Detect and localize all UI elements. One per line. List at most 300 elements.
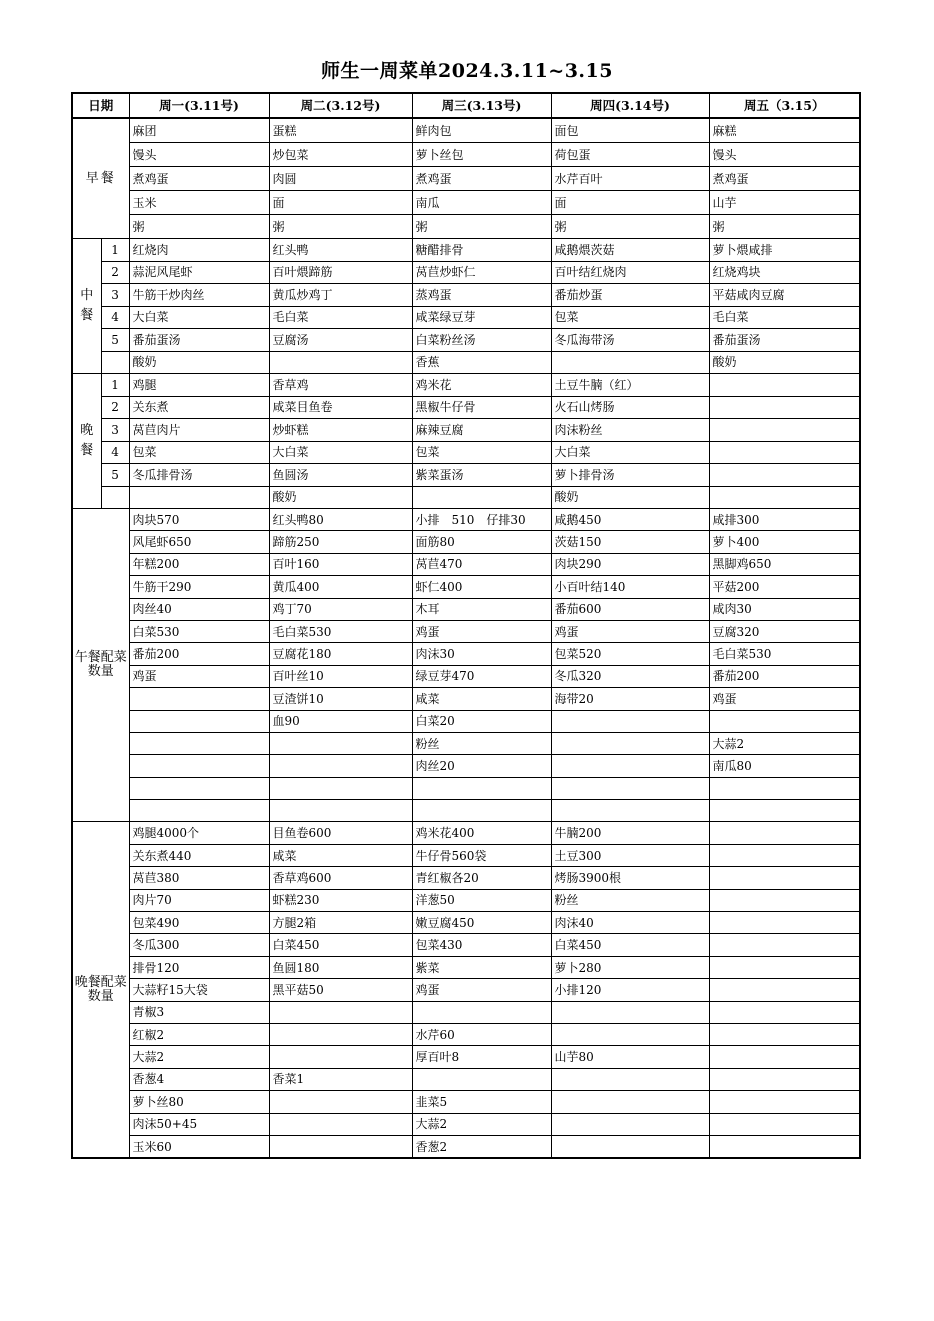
section-label	[72, 822, 129, 1158]
menu-cell: 肉沫40	[551, 912, 709, 934]
row-number: 1	[101, 374, 129, 397]
menu-cell: 茨菇150	[551, 531, 709, 553]
menu-cell: 肉沫50+45	[129, 1113, 269, 1135]
menu-cell: 莴苣380	[129, 867, 269, 889]
menu-cell: 香菜1	[269, 1068, 412, 1090]
menu-cell: 牛腩200	[551, 822, 709, 844]
menu-cell: 白菜20	[412, 710, 551, 732]
menu-cell: 白菜450	[551, 934, 709, 956]
menu-cell: 面	[551, 191, 709, 215]
table-row	[72, 306, 860, 329]
table-row	[72, 419, 860, 442]
menu-cell: 水芹60	[412, 1023, 551, 1045]
menu-cell: 冬瓜排骨汤	[129, 464, 269, 487]
menu-cell: 咸菜目鱼卷	[269, 396, 412, 419]
menu-cell: 荷包蛋	[551, 143, 709, 167]
menu-cell	[551, 1135, 709, 1158]
menu-cell: 番茄蛋汤	[709, 329, 860, 352]
menu-cell: 鸡蛋	[412, 979, 551, 1001]
menu-cell: 肉沫粉丝	[551, 419, 709, 442]
menu-cell: 黑椒牛仔骨	[412, 396, 551, 419]
menu-cell	[709, 867, 860, 889]
menu-cell: 酸奶	[551, 486, 709, 509]
menu-cell: 土豆300	[551, 844, 709, 866]
table-row	[72, 191, 860, 215]
menu-cell: 小排120	[551, 979, 709, 1001]
menu-cell: 咸鹅煨茨菇	[551, 239, 709, 262]
menu-cell: 毛白菜530	[709, 643, 860, 665]
lunch-quantity-section	[72, 509, 860, 822]
table-row	[72, 261, 860, 284]
menu-cell	[129, 800, 269, 822]
menu-cell	[269, 1001, 412, 1023]
menu-cell	[269, 1135, 412, 1158]
menu-cell	[709, 1068, 860, 1090]
menu-cell	[709, 441, 860, 464]
table-row	[72, 822, 860, 844]
menu-cell	[551, 732, 709, 754]
menu-cell: 小排 510 仔排30	[412, 509, 551, 531]
menu-cell	[709, 1001, 860, 1023]
table-row	[72, 1135, 860, 1158]
menu-cell: 香蕉	[412, 351, 551, 374]
row-number: 4	[101, 441, 129, 464]
row-number	[101, 486, 129, 509]
menu-cell: 大蒜籽15大袋	[129, 979, 269, 1001]
menu-cell: 肉圆	[269, 167, 412, 191]
section-label-text: 中餐	[80, 288, 94, 323]
menu-cell	[709, 777, 860, 799]
menu-cell	[269, 777, 412, 799]
menu-cell: 粉丝	[412, 732, 551, 754]
menu-cell: 肉丝40	[129, 598, 269, 620]
menu-cell: 粥	[412, 215, 551, 239]
table-row	[72, 688, 860, 710]
row-number: 5	[101, 464, 129, 487]
menu-cell	[129, 732, 269, 754]
section-label-text: 晚餐	[80, 423, 94, 458]
menu-cell	[269, 800, 412, 822]
menu-cell: 萝卜丝包	[412, 143, 551, 167]
menu-cell: 冬瓜海带汤	[551, 329, 709, 352]
menu-cell	[551, 710, 709, 732]
menu-cell: 香草鸡600	[269, 867, 412, 889]
table-row	[72, 912, 860, 934]
table-row	[72, 979, 860, 1001]
menu-cell: 包菜	[412, 441, 551, 464]
menu-cell: 包菜520	[551, 643, 709, 665]
menu-cell: 关东煮	[129, 396, 269, 419]
table-row	[72, 329, 860, 352]
menu-cell: 豆腐汤	[269, 329, 412, 352]
menu-cell: 黄瓜400	[269, 576, 412, 598]
day-header: 周一(3.11号)	[129, 93, 269, 118]
menu-cell: 萝卜排骨汤	[551, 464, 709, 487]
menu-cell: 南瓜80	[709, 755, 860, 777]
menu-cell: 香葱4	[129, 1068, 269, 1090]
lunch-section	[72, 239, 860, 374]
menu-cell: 肉丝20	[412, 755, 551, 777]
menu-cell: 冬瓜320	[551, 665, 709, 687]
table-row	[72, 464, 860, 487]
menu-cell	[551, 1113, 709, 1135]
menu-cell: 蒸鸡蛋	[412, 284, 551, 307]
menu-cell: 牛筋干炒肉丝	[129, 284, 269, 307]
menu-cell: 青椒3	[129, 1001, 269, 1023]
menu-cell	[269, 351, 412, 374]
menu-cell: 番茄200	[709, 665, 860, 687]
menu-cell: 虾仁400	[412, 576, 551, 598]
menu-cell	[129, 777, 269, 799]
menu-cell: 咸菜	[269, 844, 412, 866]
menu-cell	[129, 688, 269, 710]
row-number: 5	[101, 329, 129, 352]
menu-cell: 包菜	[551, 306, 709, 329]
menu-cell	[709, 934, 860, 956]
menu-cell: 豆腐320	[709, 620, 860, 642]
menu-cell: 莴苣470	[412, 553, 551, 575]
menu-cell	[129, 755, 269, 777]
menu-cell	[709, 396, 860, 419]
table-row	[72, 956, 860, 978]
menu-cell: 酸奶	[269, 486, 412, 509]
menu-cell: 麻糕	[709, 118, 860, 143]
menu-cell	[269, 732, 412, 754]
menu-cell: 炒虾糕	[269, 419, 412, 442]
menu-cell: 韭菜5	[412, 1091, 551, 1113]
table-row	[72, 215, 860, 239]
menu-cell	[551, 755, 709, 777]
menu-cell	[551, 800, 709, 822]
menu-cell: 咸肉30	[709, 598, 860, 620]
menu-cell: 萝卜280	[551, 956, 709, 978]
table-row	[72, 934, 860, 956]
menu-cell: 玉米	[129, 191, 269, 215]
menu-cell: 红头鸭	[269, 239, 412, 262]
menu-cell	[709, 464, 860, 487]
day-header: 周三(3.13号)	[412, 93, 551, 118]
menu-cell: 海带20	[551, 688, 709, 710]
menu-cell: 豆腐花180	[269, 643, 412, 665]
menu-cell	[269, 755, 412, 777]
menu-cell: 大蒜2	[129, 1046, 269, 1068]
menu-cell: 蹄筋250	[269, 531, 412, 553]
menu-cell: 血90	[269, 710, 412, 732]
menu-cell: 大蒜2	[709, 732, 860, 754]
menu-cell: 平菇200	[709, 576, 860, 598]
table-row	[72, 710, 860, 732]
menu-cell: 鸡蛋	[129, 665, 269, 687]
menu-cell	[551, 1023, 709, 1045]
menu-cell	[551, 777, 709, 799]
menu-cell: 毛白菜	[269, 306, 412, 329]
table-row	[72, 665, 860, 687]
menu-cell: 百叶160	[269, 553, 412, 575]
menu-cell: 鱼圆汤	[269, 464, 412, 487]
menu-cell: 鸡蛋	[551, 620, 709, 642]
menu-cell: 水芹百叶	[551, 167, 709, 191]
menu-cell	[709, 1135, 860, 1158]
menu-cell: 馒头	[129, 143, 269, 167]
menu-cell	[709, 822, 860, 844]
menu-cell: 酸奶	[709, 351, 860, 374]
menu-cell: 平菇咸肉豆腐	[709, 284, 860, 307]
menu-cell: 麻团	[129, 118, 269, 143]
breakfast-section	[72, 118, 860, 239]
menu-cell	[709, 844, 860, 866]
menu-cell: 鸡米花400	[412, 822, 551, 844]
section-label-text: 早餐	[85, 170, 116, 186]
menu-cell	[709, 979, 860, 1001]
menu-cell: 红烧肉	[129, 239, 269, 262]
table-row	[72, 844, 860, 866]
section-label	[72, 239, 101, 374]
menu-cell	[412, 1068, 551, 1090]
menu-cell: 馒头	[709, 143, 860, 167]
table-row	[72, 777, 860, 799]
table-row	[72, 531, 860, 553]
menu-cell: 酸奶	[129, 351, 269, 374]
menu-cell: 紫菜蛋汤	[412, 464, 551, 487]
table-row	[72, 396, 860, 419]
menu-cell: 虾糕230	[269, 889, 412, 911]
row-number: 3	[101, 419, 129, 442]
weekly-menu-table	[71, 92, 861, 1159]
menu-cell: 咸菜	[412, 688, 551, 710]
table-row	[72, 509, 860, 531]
menu-cell	[412, 800, 551, 822]
menu-cell	[709, 1023, 860, 1045]
menu-cell: 大白菜	[551, 441, 709, 464]
table-row	[72, 867, 860, 889]
table-row	[72, 143, 860, 167]
menu-cell	[551, 1091, 709, 1113]
menu-cell: 火石山烤肠	[551, 396, 709, 419]
menu-cell: 鸡米花	[412, 374, 551, 397]
menu-cell: 香葱2	[412, 1135, 551, 1158]
menu-cell: 百叶结红烧肉	[551, 261, 709, 284]
menu-cell: 紫菜	[412, 956, 551, 978]
menu-cell: 麻辣豆腐	[412, 419, 551, 442]
menu-cell	[709, 1046, 860, 1068]
menu-cell: 南瓜	[412, 191, 551, 215]
menu-cell: 百叶煨蹄筋	[269, 261, 412, 284]
table-row	[72, 800, 860, 822]
row-number	[101, 351, 129, 374]
menu-cell: 肉片70	[129, 889, 269, 911]
menu-cell: 黑脚鸡650	[709, 553, 860, 575]
menu-cell: 鸡腿4000个	[129, 822, 269, 844]
menu-cell	[709, 800, 860, 822]
menu-cell: 粥	[129, 215, 269, 239]
dinner-quantity-section	[72, 822, 860, 1158]
menu-cell: 糖醋排骨	[412, 239, 551, 262]
page-title: 师生一周菜单2024.3.11~3.15	[321, 60, 613, 82]
menu-cell	[269, 1091, 412, 1113]
menu-cell: 面筋80	[412, 531, 551, 553]
menu-cell: 风尾虾650	[129, 531, 269, 553]
menu-cell: 番茄600	[551, 598, 709, 620]
menu-cell	[709, 889, 860, 911]
menu-cell: 白菜530	[129, 620, 269, 642]
menu-cell: 大白菜	[129, 306, 269, 329]
row-number: 1	[101, 239, 129, 262]
section-label-text: 晚餐配菜数量	[74, 974, 127, 1004]
table-row	[72, 118, 860, 143]
table-row	[72, 351, 860, 374]
menu-cell	[551, 351, 709, 374]
table-row	[72, 1068, 860, 1090]
row-number: 3	[101, 284, 129, 307]
menu-cell: 大白菜	[269, 441, 412, 464]
menu-cell	[129, 710, 269, 732]
menu-cell	[412, 777, 551, 799]
menu-cell: 番茄炒蛋	[551, 284, 709, 307]
menu-cell: 粥	[551, 215, 709, 239]
menu-cell: 红椒2	[129, 1023, 269, 1045]
menu-cell: 萝卜煨咸排	[709, 239, 860, 262]
menu-cell: 年糕200	[129, 553, 269, 575]
menu-cell	[709, 710, 860, 732]
menu-cell: 莴苣炒虾仁	[412, 261, 551, 284]
menu-cell: 鸡蛋	[709, 688, 860, 710]
table-row	[72, 643, 860, 665]
menu-cell: 牛仔骨560袋	[412, 844, 551, 866]
section-label	[72, 374, 101, 509]
menu-cell: 厚百叶8	[412, 1046, 551, 1068]
menu-cell: 粥	[709, 215, 860, 239]
menu-cell: 白菜粉丝汤	[412, 329, 551, 352]
menu-cell: 大蒜2	[412, 1113, 551, 1135]
menu-cell: 包菜430	[412, 934, 551, 956]
menu-cell: 粉丝	[551, 889, 709, 911]
menu-cell: 关东煮440	[129, 844, 269, 866]
menu-cell: 肉块290	[551, 553, 709, 575]
menu-cell: 白菜450	[269, 934, 412, 956]
menu-cell: 排骨120	[129, 956, 269, 978]
menu-cell: 番茄200	[129, 643, 269, 665]
menu-cell: 煮鸡蛋	[709, 167, 860, 191]
menu-cell: 萝卜丝80	[129, 1091, 269, 1113]
table-row	[72, 1091, 860, 1113]
menu-cell	[269, 1046, 412, 1068]
menu-cell: 黑平菇50	[269, 979, 412, 1001]
table-row	[72, 732, 860, 754]
menu-cell	[709, 1091, 860, 1113]
table-row	[72, 1001, 860, 1023]
table-row	[72, 374, 860, 397]
menu-cell	[269, 1113, 412, 1135]
day-header: 周二(3.12号)	[269, 93, 412, 118]
menu-cell: 绿豆芽470	[412, 665, 551, 687]
table-row	[72, 239, 860, 262]
menu-cell: 萝卜400	[709, 531, 860, 553]
menu-cell: 红头鸭80	[269, 509, 412, 531]
menu-cell: 土豆牛腩（红）	[551, 374, 709, 397]
menu-cell: 面	[269, 191, 412, 215]
table-row	[72, 284, 860, 307]
menu-cell: 冬瓜300	[129, 934, 269, 956]
menu-cell: 肉沫30	[412, 643, 551, 665]
row-number: 4	[101, 306, 129, 329]
menu-cell: 番茄蛋汤	[129, 329, 269, 352]
menu-cell	[709, 419, 860, 442]
menu-cell: 蒜泥风尾虾	[129, 261, 269, 284]
menu-cell: 牛筋干290	[129, 576, 269, 598]
menu-cell: 山芋	[709, 191, 860, 215]
menu-cell	[551, 1068, 709, 1090]
menu-cell	[709, 1113, 860, 1135]
menu-cell: 包菜490	[129, 912, 269, 934]
menu-cell: 包菜	[129, 441, 269, 464]
menu-cell: 鱼圆180	[269, 956, 412, 978]
menu-cell: 鸡丁70	[269, 598, 412, 620]
table-row	[72, 755, 860, 777]
table-row	[72, 1046, 860, 1068]
table-row	[72, 441, 860, 464]
menu-cell: 香草鸡	[269, 374, 412, 397]
header-row	[72, 93, 860, 118]
row-number: 2	[101, 261, 129, 284]
menu-cell: 鸡腿	[129, 374, 269, 397]
menu-cell	[709, 374, 860, 397]
menu-cell: 咸排300	[709, 509, 860, 531]
menu-cell	[412, 1001, 551, 1023]
table-row	[72, 1113, 860, 1135]
day-header: 周五（3.15）	[709, 93, 860, 118]
section-label	[72, 509, 129, 822]
menu-cell	[412, 486, 551, 509]
menu-cell: 山芋80	[551, 1046, 709, 1068]
menu-cell	[129, 486, 269, 509]
row-number: 2	[101, 396, 129, 419]
menu-cell: 毛白菜	[709, 306, 860, 329]
menu-cell	[551, 1001, 709, 1023]
table-row	[72, 889, 860, 911]
date-header: 日期	[72, 93, 129, 118]
menu-cell: 咸鹅450	[551, 509, 709, 531]
table-row	[72, 1023, 860, 1045]
menu-cell	[709, 956, 860, 978]
table-row	[72, 598, 860, 620]
menu-cell: 青红椒各20	[412, 867, 551, 889]
menu-cell: 目鱼卷600	[269, 822, 412, 844]
menu-cell: 莴苣肉片	[129, 419, 269, 442]
menu-cell	[269, 1023, 412, 1045]
menu-cell: 洋葱50	[412, 889, 551, 911]
menu-cell: 豆渣饼10	[269, 688, 412, 710]
table-row	[72, 553, 860, 575]
section-label	[72, 118, 129, 239]
menu-cell	[709, 486, 860, 509]
menu-cell: 面包	[551, 118, 709, 143]
menu-cell	[709, 912, 860, 934]
menu-cell: 玉米60	[129, 1135, 269, 1158]
section-label-text: 午餐配菜数量	[74, 650, 127, 680]
menu-cell: 烤肠3900根	[551, 867, 709, 889]
menu-cell: 鲜肉包	[412, 118, 551, 143]
menu-cell: 黄瓜炒鸡丁	[269, 284, 412, 307]
menu-cell: 炒包菜	[269, 143, 412, 167]
day-header: 周四(3.14号)	[551, 93, 709, 118]
menu-cell: 嫩豆腐450	[412, 912, 551, 934]
table-row	[72, 620, 860, 642]
menu-cell: 红烧鸡块	[709, 261, 860, 284]
menu-cell: 百叶丝10	[269, 665, 412, 687]
menu-cell: 小百叶结140	[551, 576, 709, 598]
table-row	[72, 486, 860, 509]
menu-cell: 煮鸡蛋	[129, 167, 269, 191]
